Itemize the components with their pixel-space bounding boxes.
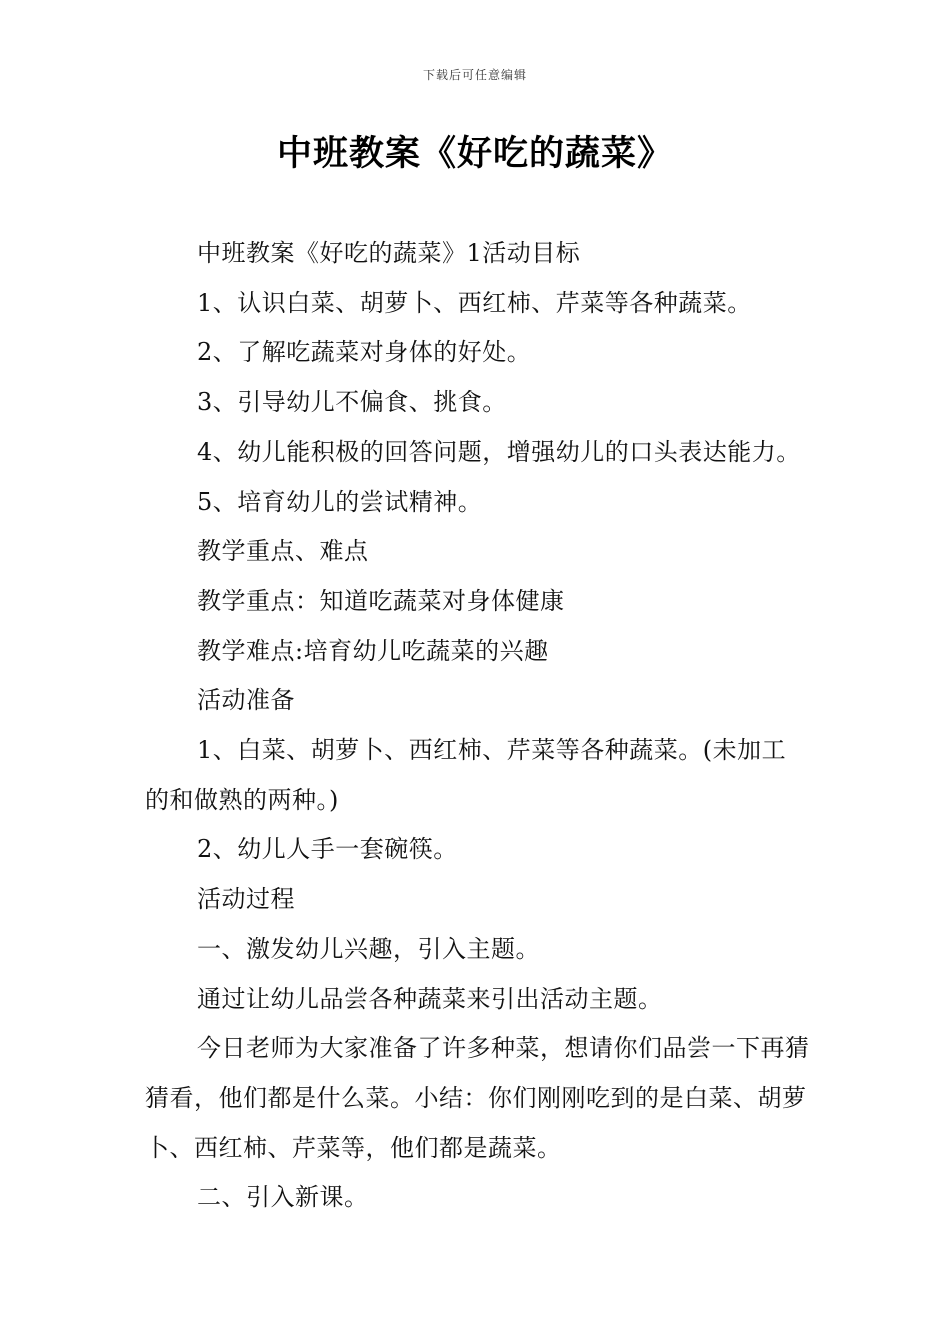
paragraph-goal-4: 4、幼儿能积极的回答问题，增强幼儿的口头表达能力。 <box>197 437 801 466</box>
paragraph-process-step-1-detail: 通过让幼儿品尝各种蔬菜来引出活动主题。 <box>197 984 663 1013</box>
paragraph-preparation-heading: 活动准备 <box>197 686 295 715</box>
paragraph-preparation-2: 2、幼儿人手一套碗筷。 <box>197 835 458 864</box>
paragraph-goal-1: 1、认识白菜、胡萝卜、西红柿、芹菜等各种蔬菜。 <box>197 288 752 317</box>
paragraph-process-step-1-teacher: 今日老师为大家准备了许多种菜，想请你们品尝一下再猜猜看，他们都是什么菜。小结：你们刚刚吃到的是白菜、胡萝卜、西红柿、芹菜等，他们都是蔬菜。 <box>145 1034 810 1162</box>
document-title: 中班教案《好吃的蔬菜》 <box>276 134 673 174</box>
paragraph-activity-goals-heading: 中班教案《好吃的蔬菜》1活动目标 <box>197 239 581 267</box>
paragraph-difficult-point: 教学难点:培育幼儿吃蔬菜的兴趣 <box>197 636 549 665</box>
paragraph-process-step-2: 二、引入新课。 <box>197 1183 369 1212</box>
document-body <box>145 229 810 1223</box>
paragraph-process-step-1: 一、激发幼儿兴趣，引入主题。 <box>197 934 540 963</box>
header-note: 下载后可任意编辑 <box>422 68 527 82</box>
paragraph-process-heading: 活动过程 <box>197 885 295 914</box>
paragraph-key-point: 教学重点：知道吃蔬菜对身体健康 <box>197 586 565 615</box>
paragraph-goal-5: 5、培育幼儿的尝试精神。 <box>197 487 483 516</box>
paragraph-key-points-heading: 教学重点、难点 <box>197 537 369 566</box>
paragraph-goal-3: 3、引导幼儿不偏食、挑食。 <box>197 388 507 417</box>
paragraph-goal-2: 2、了解吃蔬菜对身体的好处。 <box>197 338 532 367</box>
paragraph-preparation-1: 1、白菜、胡萝卜、西红柿、芹菜等各种蔬菜。(未加工的和做熟的两种。) <box>145 736 787 814</box>
